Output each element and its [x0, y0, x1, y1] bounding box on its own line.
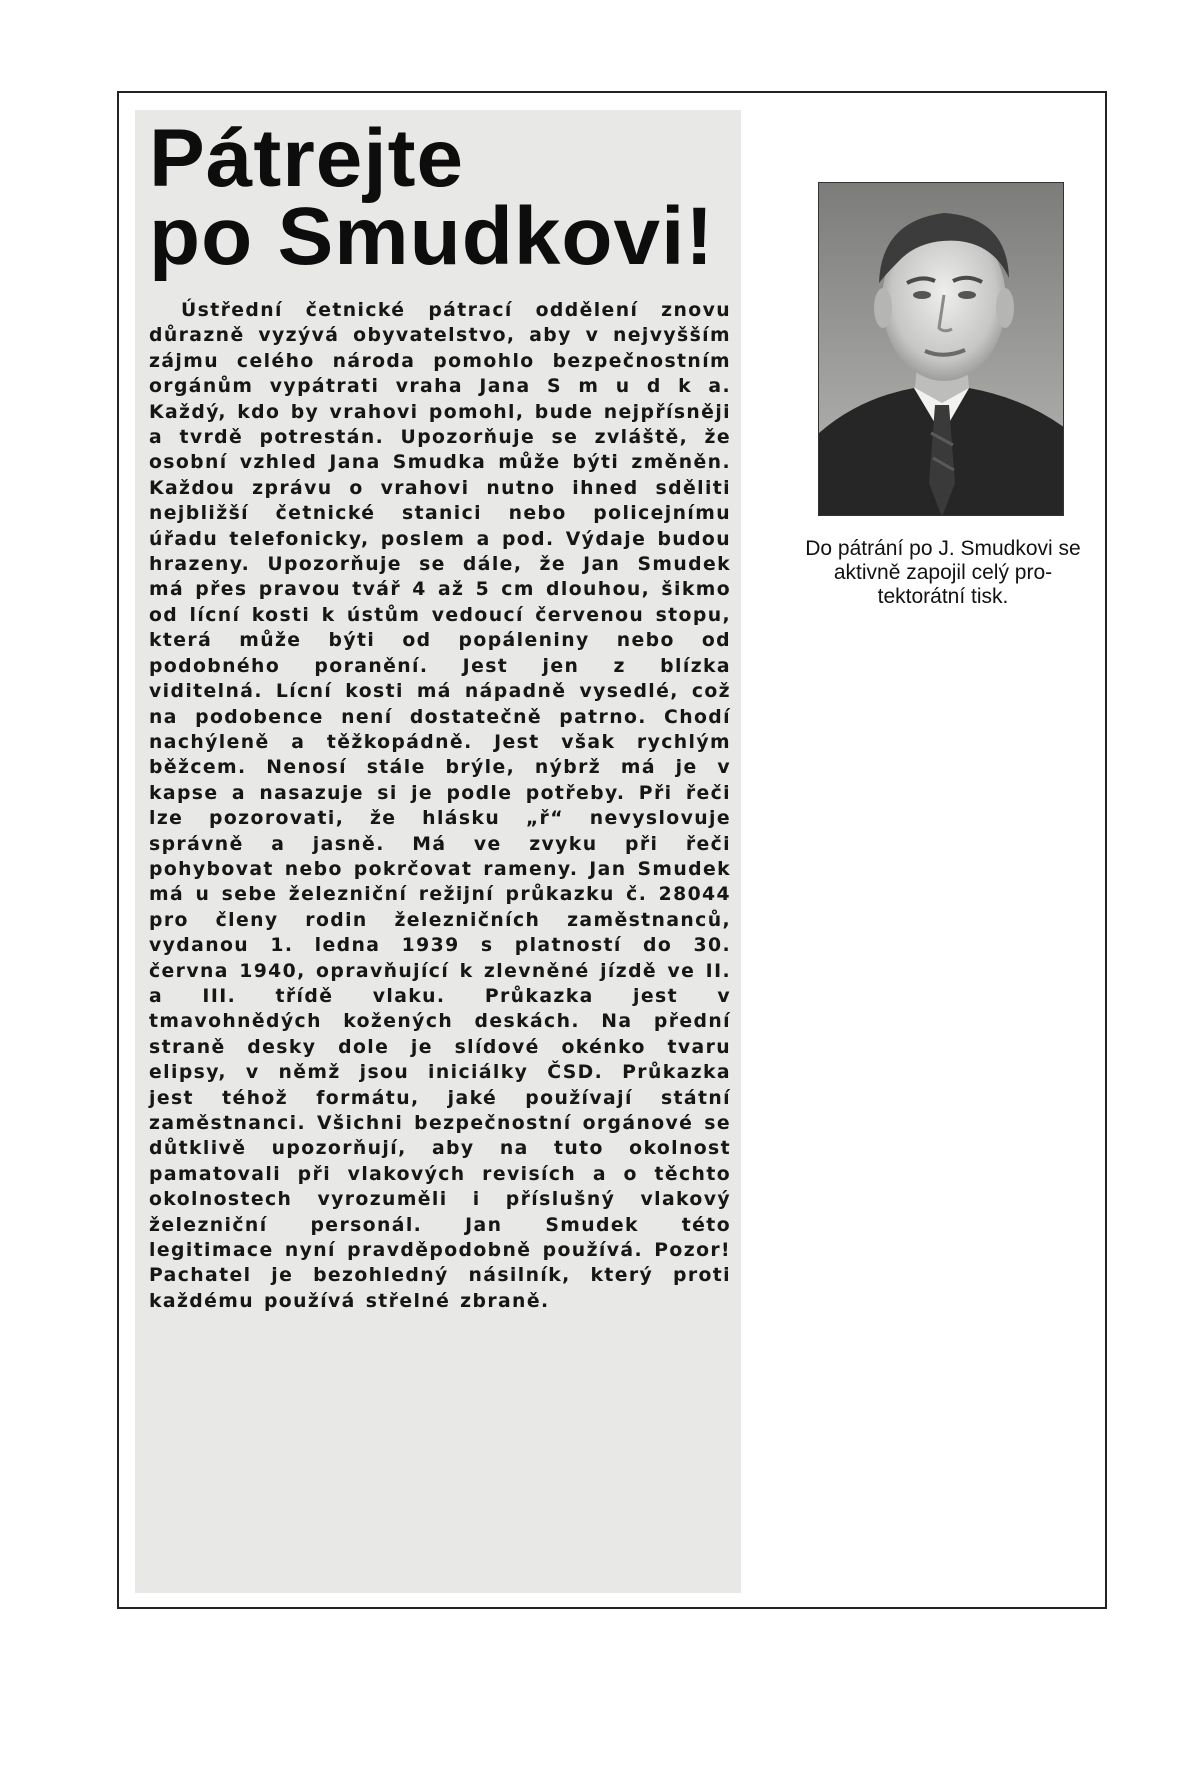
portrait-image [819, 183, 1064, 516]
photo-caption: Do pátrání po J. Smudkovi se aktivně zapojil celý pro- tektorátní tisk. [805, 537, 1081, 608]
portrait-photo [818, 182, 1064, 516]
article-headline [149, 113, 741, 282]
headline-line-1: Pátrejte [149, 113, 465, 204]
newspaper-clipping [135, 110, 741, 1593]
headline-line-2: po Smudkovi! [149, 191, 715, 282]
article-body: Ústřední četnické pátrací oddělení znovu důrazně vyzývá obyvatelstvo, aby v nejvyšším zájmu celého národa pomohlo bezpečnostním orgánům vypátrati vraha Jana S m u d k a. Každý, kdo by vrahovi pomohl, bude nejpřísněji a tvrdě potrestán. Upozorňuje se zvláště, že osobní vzhled Jana Smudka může býti změněn. Každou zprávu o vrahovi nutno ihned sděliti nejbližší četnické stanici nebo policejnímu úřadu telefonicky, poslem a pod. Výdaje budou hrazeny. Upozorňuje se dále, že Jan Smudek má přes pravou tvář 4 až 5 cm dlouhou, šikmo od lícní kosti k ústům vedoucí červenou stopu, která může býti od popáleniny nebo od podobného poranění. Jest jen z blízka viditelná. Lícní kosti má nápadně vysedlé, což na podobence není dostatečně patrno. Chodí nachýleně a těžkopádně. Jest však rychlým běžcem. Nenosí stále brýle, nýbrž má je v kapse a nasazuje si je podle potřeby. Při řeči lze pozorovati, že hlásku „ř“ nevyslovuje správně a jasně. Má ve zvyku při řeči pohybovat nebo pokrčovat rameny. Jan Smudek má u sebe železniční režijní průkazku č. 28044 pro členy rodin železničních zaměstnanců, vydanou 1. ledna 1939 s platností do 30. června 1940, opravňující k zlevněné jízdě ve II. a III. třídě vlaku. Průkazka jest v tmavohnědých kožených deskách. Na přední straně desky dole je slídové okénko tvaru elipsy, v němž jsou iniciálky ČSD. Průkazka jest téhož formátu, jaké používají státní zaměstnanci. Všichni bezpečnostní orgánové se důtklivě upozorňují, aby na tuto okolnost pamatovali při vlakových revisích a o těchto okolnostech vyrozuměli i příslušný vlakový železniční personál. Jan Smudek této legitimace nyní pravděpodobně používá. Pozor! Pachatel je bezohledný násilník, který proti každému používá střelné zbraně. [149, 300, 731, 1312]
